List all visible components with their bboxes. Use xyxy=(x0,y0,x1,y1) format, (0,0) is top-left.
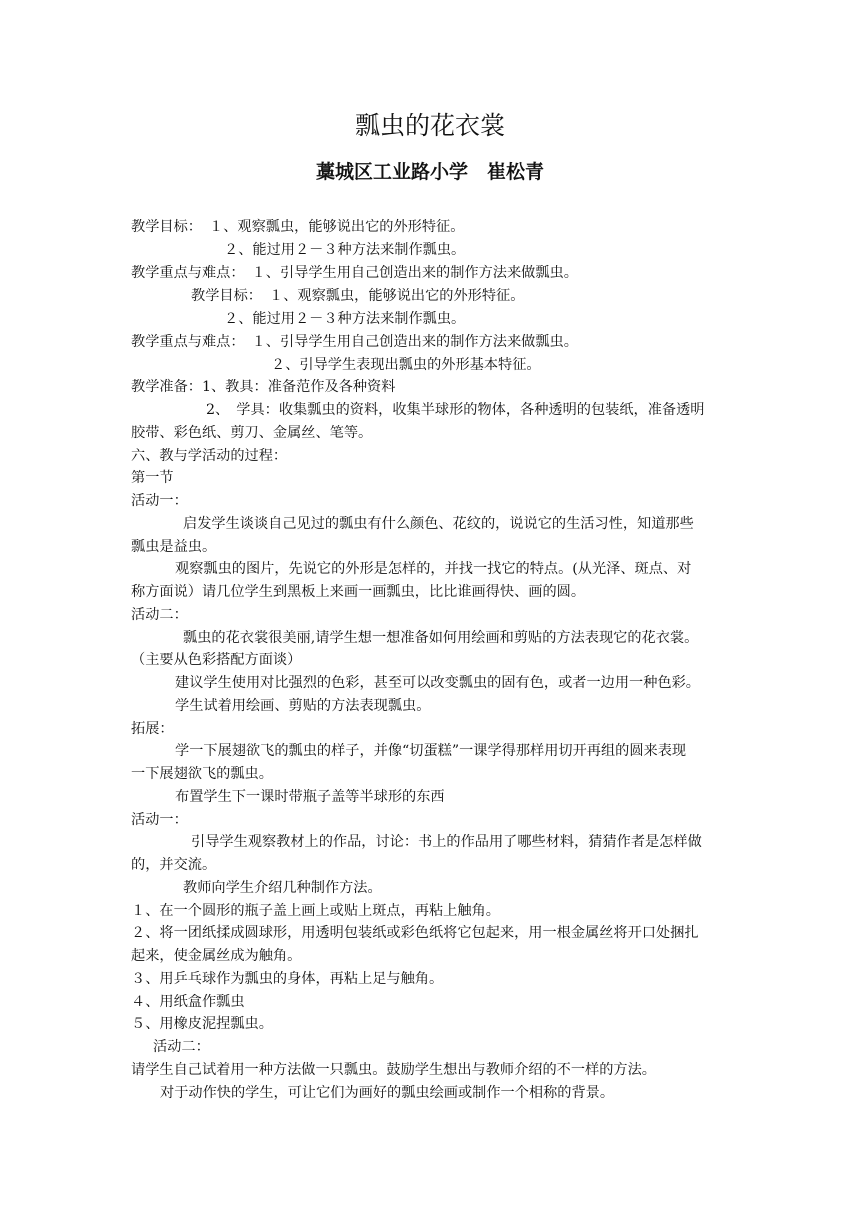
document-author: 藁城区工业路小学 崔松青 xyxy=(315,161,544,183)
text-line: 教学重点与难点： １、引导学生用自己创造出来的制作方法来做瓢虫。 xyxy=(131,334,578,350)
section-heading: 拓展： xyxy=(131,721,174,737)
text-line: 的，并交流。 xyxy=(131,857,217,873)
text-line: 瓢虫是益虫。 xyxy=(131,539,217,555)
section-heading: 活动一： xyxy=(131,493,188,509)
text-line: 瓢虫的花衣裳很美丽,请学生想一想准备如何用绘画和剪贴的方法表现它的花衣裳。 xyxy=(183,630,699,646)
list-item: ５、用橡皮泥捏瓢虫。 xyxy=(131,1016,273,1032)
text-line: 观察瓢虫的图片，先说它的外形是怎样的，并找一找它的特点。(从光泽、斑点、对 xyxy=(175,561,692,577)
text-line: 2、 学具：收集瓢虫的资料，收集半球形的物体，各种透明的包装纸，准备透明 xyxy=(206,402,705,418)
text-line: 胶带、彩色纸、剪刀、金属丝、笔等。 xyxy=(131,425,373,441)
text-line: 对于动作快的学生，可让它们为画好的瓢虫绘画或制作一个相称的背景。 xyxy=(160,1085,615,1101)
list-item: ２、将一团纸揉成圆球形，用透明包装纸或彩色纸将它包起来，用一根金属丝将开口处捆扎 xyxy=(131,925,699,941)
text-line: 第一节 xyxy=(131,470,174,486)
text-line: 教学准备：1、教具：准备范作及各种资料 xyxy=(131,379,396,395)
text-line: （主要从色彩搭配方面谈） xyxy=(131,652,302,668)
text-line: ２、引导学生表现出瓢虫的外形基本特征。 xyxy=(271,357,541,373)
section-heading: 活动二： xyxy=(153,1039,210,1055)
text-line: 学生试着用绘画、剪贴的方法表现瓢虫。 xyxy=(175,698,431,714)
text-line: 请学生自己试着用一种方法做一只瓢虫。鼓励学生想出与教师介绍的不一样的方法。 xyxy=(131,1062,656,1078)
section-heading: 活动一： xyxy=(131,812,188,828)
document-title: 瓢虫的花衣裳 xyxy=(354,111,505,140)
text-line: 启发学生谈谈自己见过的瓢虫有什么颜色、花纹的，说说它的生活习性，知道那些 xyxy=(183,516,694,532)
text-line: 布置学生下一课时带瓶子盖等半球形的东西 xyxy=(175,789,445,805)
section-heading: 活动二： xyxy=(131,607,188,623)
list-item: ４、用纸盒作瓢虫 xyxy=(131,994,245,1010)
text-line: 起来，使金属丝成为触角。 xyxy=(131,948,302,964)
text-line: 教学目标： １、观察瓢虫，能够说出它的外形特征。 xyxy=(131,219,465,235)
text-line: 建议学生使用对比强烈的色彩，甚至可以改变瓢虫的固有色，或者一边用一种色彩。 xyxy=(175,675,700,691)
text-line: 称方面说）请几位学生到黑板上来画一画瓢虫，比比谁画得快、画的圆。 xyxy=(131,584,586,600)
text-line: 六、教与学活动的过程： xyxy=(131,448,288,464)
text-line: 教师向学生介绍几种制作方法。 xyxy=(183,880,382,896)
list-item: １、在一个圆形的瓶子盖上画上或贴上斑点，再粘上触角。 xyxy=(131,903,500,919)
text-line: 教学目标： １、观察瓢虫，能够说出它的外形特征。 xyxy=(191,288,525,304)
text-line: ２、能过用２－３种方法来制作瓢虫。 xyxy=(224,242,466,258)
list-item: ３、用乒乓球作为瓢虫的身体，再粘上足与触角。 xyxy=(131,971,444,987)
text-line: 学一下展翅欲飞的瓢虫的样子，并像“切蛋糕”一课学得那样用切开再组的圆来表现 xyxy=(175,743,687,759)
text-line: 一下展翅欲飞的瓢虫。 xyxy=(131,766,273,782)
text-line: ２、能过用２－３种方法来制作瓢虫。 xyxy=(224,311,466,327)
text-line: 教学重点与难点： １、引导学生用自己创造出来的制作方法来做瓢虫。 xyxy=(131,265,578,281)
text-line: 引导学生观察教材上的作品，讨论：书上的作品用了哪些材料，猜猜作者是怎样做 xyxy=(191,834,702,850)
